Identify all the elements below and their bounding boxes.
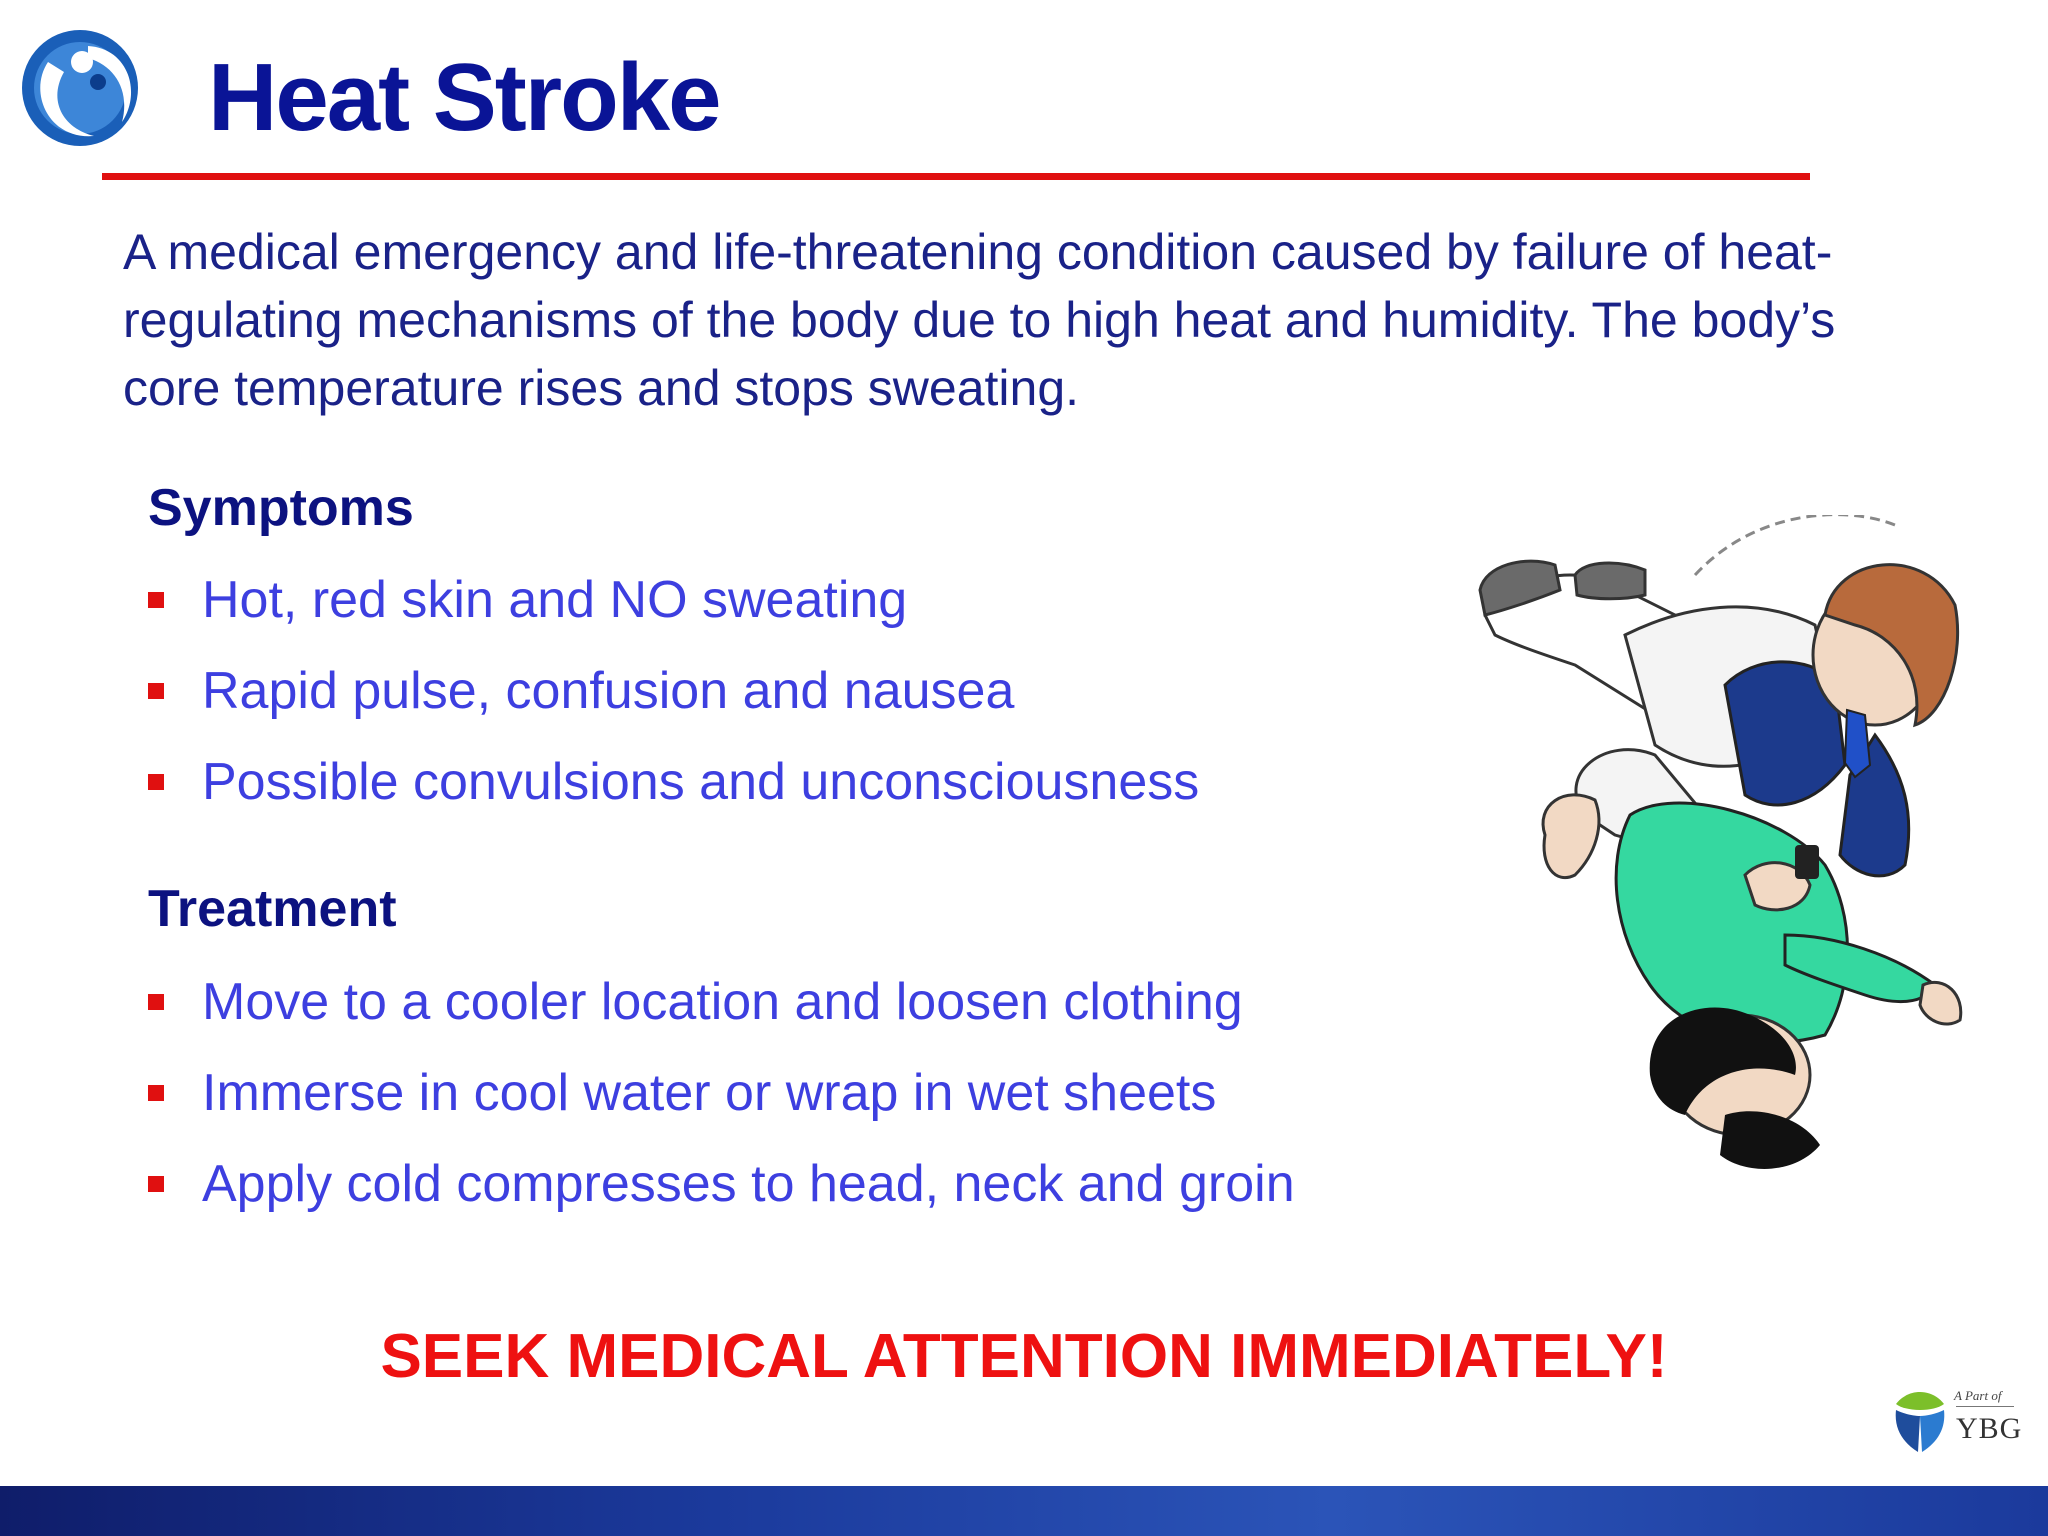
red-square-bullet-icon (148, 994, 164, 1010)
ybg-name: YBG (1956, 1412, 2023, 1445)
first-aid-illustration (1455, 515, 2015, 1185)
treatment-list (148, 956, 1295, 1229)
red-square-bullet-icon (148, 683, 164, 699)
red-square-bullet-icon (148, 774, 164, 790)
page-title: Heat Stroke (208, 44, 720, 151)
treatment-heading: Treatment (148, 880, 397, 938)
symptom-text: Hot, red skin and NO sweating (202, 570, 908, 629)
title-divider (102, 173, 1810, 180)
footer-band (0, 1486, 2048, 1536)
list-item (148, 1047, 1295, 1138)
ybg-badge (1890, 1380, 2023, 1460)
urgent-callout: SEEK MEDICAL ATTENTION IMMEDIATELY! (380, 1322, 1668, 1391)
ybg-logo-icon (1890, 1380, 1950, 1460)
list-item (148, 645, 1199, 736)
list-item (148, 956, 1295, 1047)
red-square-bullet-icon (148, 1085, 164, 1101)
red-square-bullet-icon (148, 1176, 164, 1192)
list-item (148, 554, 1199, 645)
symptom-text: Possible convulsions and unconsciousness (202, 752, 1200, 811)
ybg-divider (1956, 1406, 2014, 1407)
list-item (148, 1138, 1295, 1229)
company-logo-icon (18, 22, 148, 152)
treatment-text: Apply cold compresses to head, neck and groin (202, 1154, 1295, 1213)
treatment-text: Immerse in cool water or wrap in wet sheets (202, 1063, 1217, 1122)
red-square-bullet-icon (148, 592, 164, 608)
ybg-tagline: A Part of (1954, 1388, 2002, 1403)
symptoms-list (148, 554, 1199, 827)
symptoms-heading: Symptoms (148, 479, 414, 537)
list-item (148, 736, 1199, 827)
treatment-text: Move to a cooler location and loosen clothing (202, 972, 1243, 1031)
intro-paragraph: A medical emergency and life-threatening condition caused by failure of heat-regulating mechanisms of the body due to high heat and humidity. The body’s core temperature rises and stops sweating. (123, 224, 1836, 416)
symptom-text: Rapid pulse, confusion and nausea (202, 661, 1015, 720)
